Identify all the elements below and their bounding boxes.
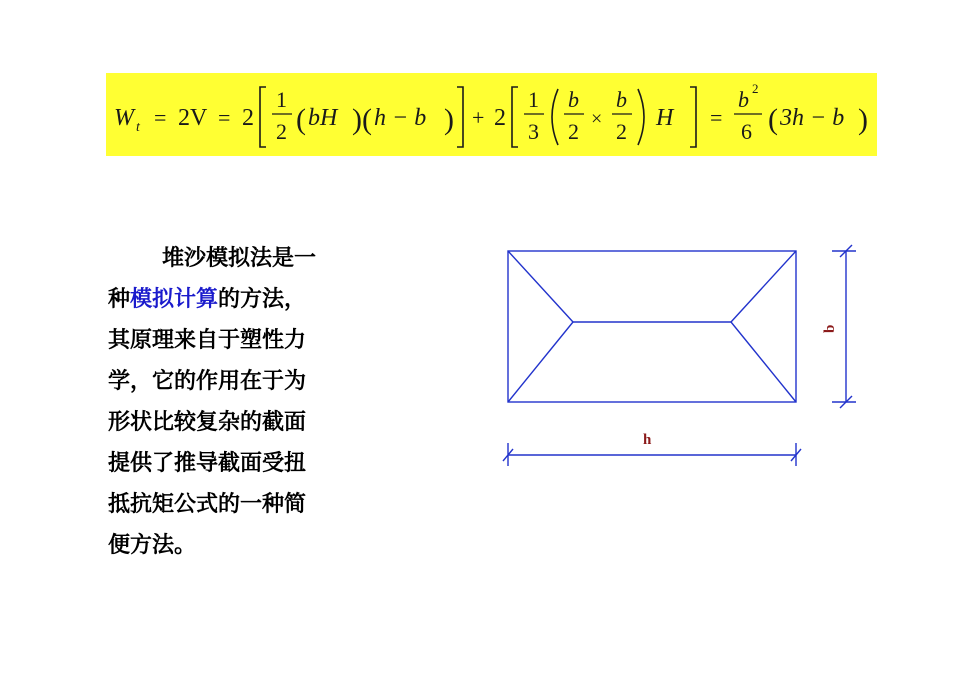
paren-close-4: ) [858, 103, 868, 136]
frac-1-num: 1 [276, 87, 287, 112]
frac-3-num: b [568, 87, 579, 112]
frac-5-den: 6 [741, 119, 752, 144]
paren-open-4: ( [768, 103, 778, 136]
frac-5-num: b [738, 87, 749, 112]
section-outline [508, 251, 796, 402]
frac-2-num: 1 [528, 87, 539, 112]
ridge-line-top-right [731, 251, 796, 322]
para-line-5: 形状比较复杂的截面 [108, 410, 307, 435]
dim-label-h: h [643, 432, 652, 448]
formula-eq-3: = [710, 105, 723, 130]
paren-close-2: ) [444, 103, 454, 136]
ridge-line-bottom-right [731, 322, 796, 402]
dim-label-b: b [822, 324, 838, 333]
formula-eq-1: = [154, 105, 167, 130]
paren-open-2: ( [362, 103, 372, 136]
para-line-3: 其原理来自于塑性力 [108, 328, 307, 353]
formula-t: t [136, 120, 140, 135]
para-line-6: 提供了推导截面受扭 [108, 451, 307, 476]
formula-coef-2b: 2 [494, 105, 506, 131]
frac-1-den: 2 [276, 119, 287, 144]
formula-times: × [591, 108, 603, 130]
formula-coef-2a: 2 [242, 105, 254, 131]
para-line-2-pre: 种 [108, 287, 131, 312]
formula-plus: + [472, 105, 485, 130]
frac-4-num: b [616, 87, 627, 112]
para-line-1: 堆沙模拟法是一 [162, 246, 317, 271]
paren-open-1: ( [296, 103, 306, 136]
paren-close-1: ) [352, 103, 362, 136]
frac-5-exp: 2 [752, 81, 759, 96]
para-line-8: 便方法。 [108, 533, 197, 558]
formula-h-minus-b: h − b [374, 105, 427, 131]
ridge-line-top-left [508, 251, 573, 322]
formula-2v: 2V [178, 105, 208, 131]
formula-eq-2: = [218, 105, 231, 130]
formula-3h-minus-b: 3h − b [780, 105, 845, 131]
ridge-line-bottom-left [508, 322, 573, 402]
para-line-4: 学，它的作用在于为 [108, 369, 307, 394]
frac-4-den: 2 [616, 119, 627, 144]
para-highlight-term: 模拟计算 [130, 287, 219, 312]
formula-w: W [114, 105, 134, 131]
para-line-7: 抵抗矩公式的一种简 [108, 492, 307, 517]
formula-bh: bH [308, 105, 338, 131]
para-line-2-post: 的方法， [218, 287, 307, 312]
formula-H: H [656, 105, 674, 131]
frac-2-den: 3 [528, 119, 539, 144]
frac-3-den: 2 [568, 119, 579, 144]
